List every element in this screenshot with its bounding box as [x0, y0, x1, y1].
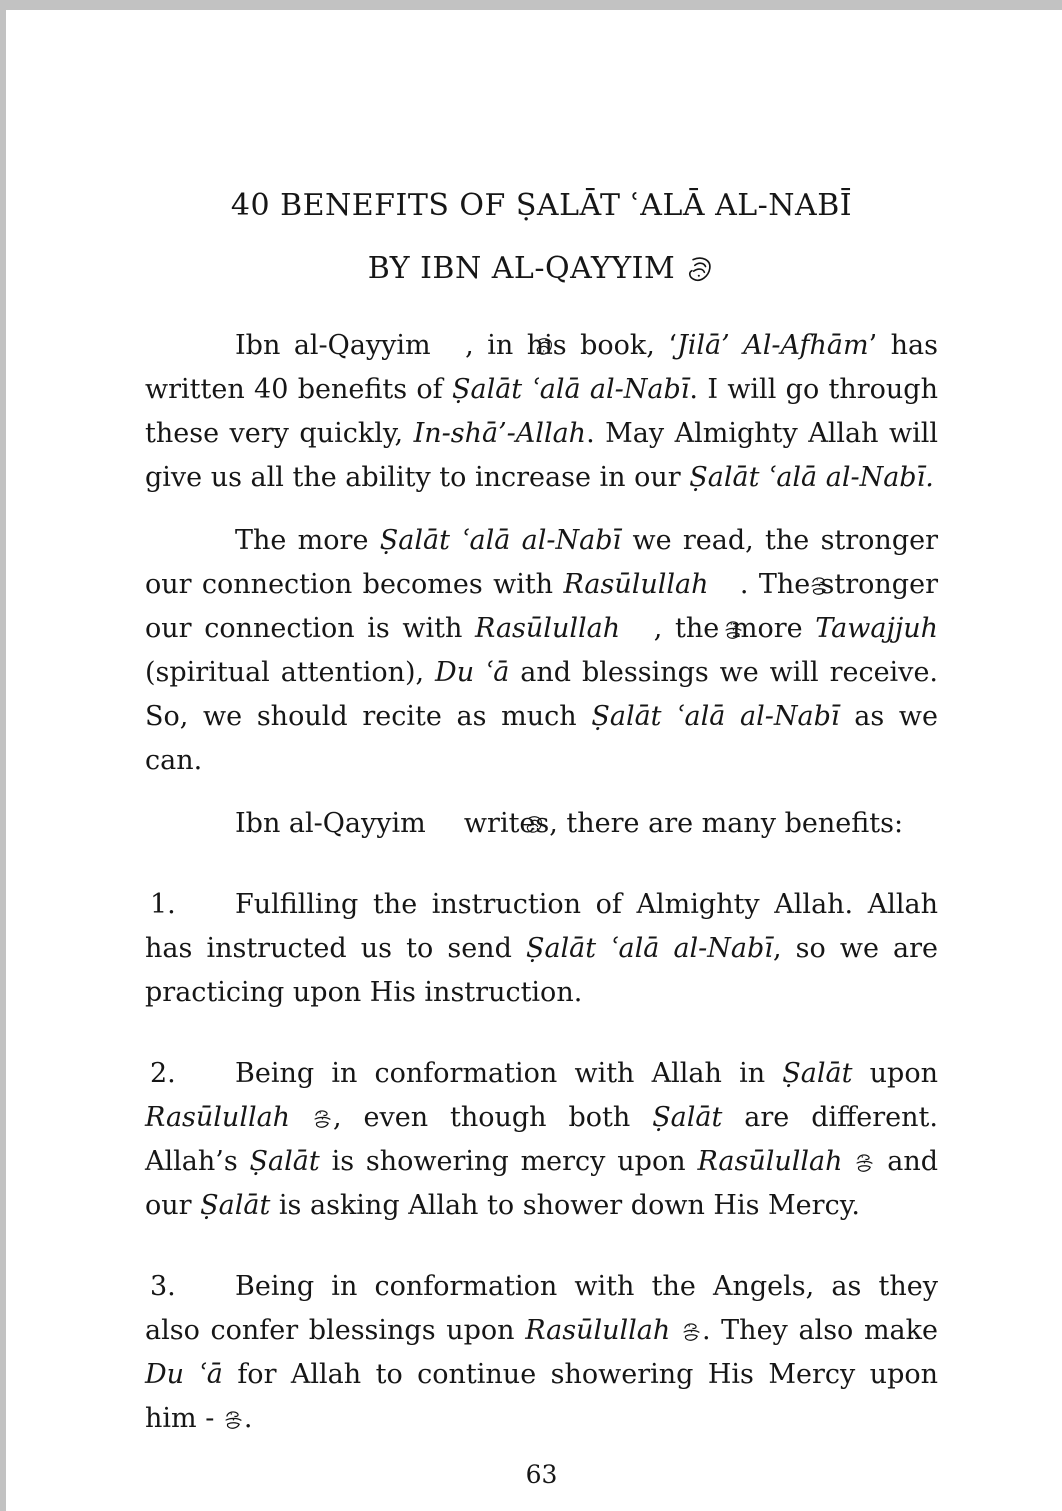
- text-run: [670, 1315, 681, 1346]
- text-run: and blessings we will receive. So, we should recite as much: [145, 657, 938, 732]
- text-run: is asking Allah to shower down His Mercy.: [270, 1190, 860, 1221]
- text-run: Being in conformation with Allah in: [235, 1058, 783, 1089]
- text-run: The more: [235, 525, 380, 556]
- item-number: 1.: [150, 889, 176, 920]
- transliterated-term: Ṣalāt: [249, 1146, 320, 1177]
- text-run: Ibn al-Qayyim: [235, 330, 445, 361]
- page-footer: [145, 1460, 938, 1511]
- title-line-2: [145, 249, 938, 288]
- title-line-2-text: BY IBN AL-QAYYIM: [367, 251, 676, 286]
- text-run: , the more: [653, 613, 816, 644]
- numbered-item: [145, 1265, 938, 1441]
- item-number: 3.: [150, 1271, 176, 1302]
- text-run: .: [243, 1403, 253, 1434]
- text-run: as we can.: [145, 701, 939, 776]
- text-run: upon: [852, 1058, 938, 1089]
- rahimahullah-calligraphy-icon: [444, 335, 465, 359]
- sallallahu-alayhi-wasallam-calligraphy-icon: [854, 1151, 875, 1175]
- transliterated-term: Tawajjuh: [815, 613, 938, 644]
- rahimahullah-calligraphy-icon: [685, 253, 715, 287]
- book-page: [6, 10, 1062, 1511]
- text-run: Fulfilling the instruction of Almighty Allah. Allah has instructed us to send: [145, 889, 938, 964]
- numbered-item: [145, 883, 938, 1015]
- transliterated-term: Rasūlullah: [525, 1315, 671, 1346]
- text-run: Being in conformation with the Angels, as they also confer blessings upon: [145, 1271, 938, 1346]
- text-run: [290, 1102, 312, 1133]
- transliterated-term: Ṣalāt: [782, 1058, 853, 1089]
- transliterated-term: Ṣalāt ʿalā al-Nabī: [591, 701, 840, 732]
- item-number: 2.: [150, 1058, 176, 1089]
- text-run: we read, the stronger our connection becomes with: [145, 525, 938, 600]
- text-run: . The stronger our connection is with: [145, 569, 938, 644]
- transliterated-term: Rasūlullah: [697, 1146, 843, 1177]
- sallallahu-alayhi-wasallam-calligraphy-icon: [719, 574, 740, 598]
- transliterated-term: Rasūlullah: [145, 1102, 291, 1133]
- rahimahullah-calligraphy-icon: [434, 813, 455, 837]
- sallallahu-alayhi-wasallam-calligraphy-icon: [681, 1320, 702, 1344]
- transliterated-term: Ṣalāt ʿalā al-Nabī.: [689, 462, 934, 493]
- text-run: , so we are practicing upon His instruction.: [145, 933, 939, 1008]
- text-run: [620, 613, 633, 644]
- sallallahu-alayhi-wasallam-calligraphy-icon: [633, 618, 654, 642]
- text-run: Ibn al-Qayyim: [235, 808, 435, 839]
- transliterated-term: Ṣalāt ʿalā al-Nabī: [525, 933, 773, 964]
- text-run: . May Almighty Allah will give us all the ability to increase in our: [145, 418, 938, 493]
- text-run: , in his book, ‘: [465, 330, 677, 361]
- text-run: , even though both: [333, 1102, 653, 1133]
- paragraph: [145, 802, 938, 846]
- body-text: [145, 324, 938, 1460]
- sallallahu-alayhi-wasallam-calligraphy-icon: [223, 1408, 244, 1432]
- transliterated-term: Du ʿā: [435, 657, 510, 688]
- paragraph: [145, 519, 938, 783]
- text-run: are different. Allah’s: [145, 1102, 938, 1177]
- text-run: is showering mercy upon: [319, 1146, 698, 1177]
- text-run: for Allah to continue showering His Mercy upon him -: [145, 1359, 938, 1434]
- text-run: ’ has written 40 benefits of: [145, 330, 938, 405]
- text-run: (spiritual attention),: [145, 657, 436, 688]
- text-run: [709, 569, 719, 600]
- text-run: [843, 1146, 855, 1177]
- page-number: 63: [525, 1460, 558, 1489]
- title-line-1: 40 BENEFITS OF ṢALĀT ʿALĀ AL-NABĪ: [230, 188, 853, 223]
- text-run: . I will go through these very quickly,: [145, 374, 938, 449]
- paragraph: [145, 324, 938, 500]
- transliterated-term: Rasūlullah: [563, 569, 709, 600]
- sallallahu-alayhi-wasallam-calligraphy-icon: [312, 1107, 333, 1131]
- transliterated-term: In-shā’-Allah: [413, 418, 587, 449]
- transliterated-term: Jilā’ Al-Afhām: [676, 330, 869, 361]
- numbered-item: [145, 1052, 938, 1228]
- text-run: . They also make: [701, 1315, 938, 1346]
- chapter-title: [145, 186, 938, 288]
- transliterated-term: Ṣalāt: [652, 1102, 723, 1133]
- transliterated-term: Du ʿā: [145, 1359, 223, 1390]
- transliterated-term: Ṣalāt ʿalā al-Nabī: [379, 525, 622, 556]
- text-run: writes, there are many benefits:: [455, 808, 904, 839]
- transliterated-term: Ṣalāt: [200, 1190, 271, 1221]
- transliterated-term: Rasūlullah: [475, 613, 621, 644]
- text-run: and our: [145, 1146, 939, 1221]
- transliterated-term: Ṣalāt ʿalā al-Nabī: [451, 374, 690, 405]
